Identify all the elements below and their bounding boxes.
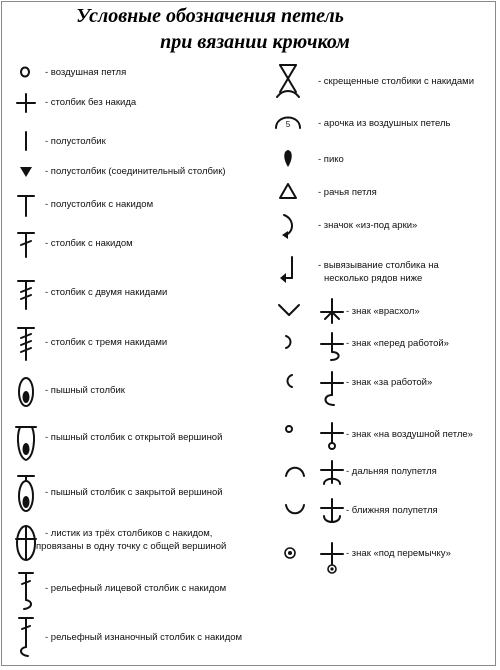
legend-label-single-crochet: - столбик без накида — [45, 97, 137, 108]
legend-label-under-jumper: - знак «под перемычку» — [346, 548, 451, 559]
puff-stitch-closed-top-icon — [14, 473, 38, 515]
legend-label-dtr: - столбик с тремя накидами — [45, 337, 168, 348]
under-jumper-dot-icon — [282, 545, 298, 561]
legend-label-pull-rows-line2: несколько рядов ниже — [324, 273, 423, 284]
legend-label-arch: - арочка из воздушных петель — [318, 118, 451, 129]
under-jumper-sign-icon — [317, 540, 347, 576]
legend-label-front-loop: - ближняя полупетля — [346, 505, 438, 516]
legend-label-tr: - столбик с двумя накидами — [45, 287, 168, 298]
legend-label-chain: - воздушная петля — [45, 67, 127, 78]
legend-label-picot: - пико — [318, 154, 344, 165]
legend-label-behind: - знак «за работой» — [346, 377, 433, 388]
legend-label-pull-rows: - вывязывание столбика на — [318, 260, 439, 271]
slip-stitch-icon — [17, 164, 35, 180]
legend-label-crab: - рачья петля — [318, 187, 377, 198]
legend-label-hdc: - полустолбик с накидом — [45, 199, 154, 210]
on-chain-circle-icon — [282, 422, 296, 436]
legend-label-dc: - столбик с накидом — [45, 238, 133, 249]
legend-label-on-chain: - знак «на воздушной петле» — [346, 429, 473, 440]
from-under-arch-icon — [277, 211, 299, 241]
legend-label-under-arch: - значок «из-под арки» — [318, 220, 418, 231]
chain-arch-icon — [272, 108, 304, 132]
back-post-dc-icon — [15, 615, 37, 659]
picot-icon — [280, 147, 296, 171]
chain-stitch-icon — [17, 64, 33, 80]
crab-stitch-icon — [277, 180, 299, 202]
front-post-dc-icon — [15, 570, 37, 612]
on-chain-sign-icon — [317, 420, 347, 452]
legend-label-puff-closed: - пышный столбик с закрытой вершиной — [45, 487, 223, 498]
in-front-sign-icon — [317, 330, 347, 364]
half-stitch-icon — [18, 130, 34, 154]
legend-label-slip-stitch: - полустолбик (соединительный столбик) — [45, 166, 226, 177]
page-subtitle: при вязании крючком — [160, 31, 350, 53]
legend-label-back-post: - рельефный изнаночный столбик с накидом — [45, 632, 243, 643]
pull-through-rows-icon — [277, 254, 299, 286]
double-treble-crochet-icon — [15, 325, 37, 363]
back-loop-icon — [317, 458, 347, 488]
legend-label-in-front: - знак «перед работой» — [346, 338, 449, 349]
arch-count: 5 — [285, 120, 291, 129]
legend-label-crossed: - скрещенные столбики с накидами — [318, 76, 475, 87]
back-loop-arc-icon — [283, 461, 307, 481]
page-title: Условные обозначения петель — [76, 5, 344, 27]
legend-label-back-loop: - дальняя полупетля — [346, 466, 437, 477]
single-crochet-icon — [15, 92, 37, 114]
crossed-dc-icon — [273, 62, 303, 100]
puff-stitch-open-top-icon — [14, 423, 38, 463]
double-crochet-icon — [15, 230, 37, 260]
spread-v-icon — [276, 298, 302, 322]
puff-stitch-icon — [15, 375, 37, 409]
legend-label-front-post: - рельефный лицевой столбик с накидом — [45, 583, 227, 594]
legend-label-cluster: - листик из трёх столбиков с накидом, — [45, 528, 213, 539]
behind-hook-icon — [281, 371, 297, 391]
in-front-hook-icon — [281, 332, 297, 352]
behind-sign-icon — [317, 369, 347, 409]
legend-label-puff-open: - пышный столбик с открытой вершиной — [45, 432, 223, 443]
legend-label-puff: - пышный столбик — [45, 385, 125, 396]
legend-label-spread: - знак «врасхол» — [346, 306, 420, 317]
spread-sign-icon — [318, 296, 346, 326]
half-double-crochet-icon — [15, 193, 37, 219]
legend-label-cluster-line2: провязаны в одну точку с общей вершиной — [36, 541, 227, 552]
front-loop-arc-icon — [283, 500, 307, 520]
legend-label-half-stitch: - полустолбик — [45, 136, 106, 147]
treble-crochet-icon — [15, 278, 37, 312]
front-loop-icon — [317, 496, 347, 528]
